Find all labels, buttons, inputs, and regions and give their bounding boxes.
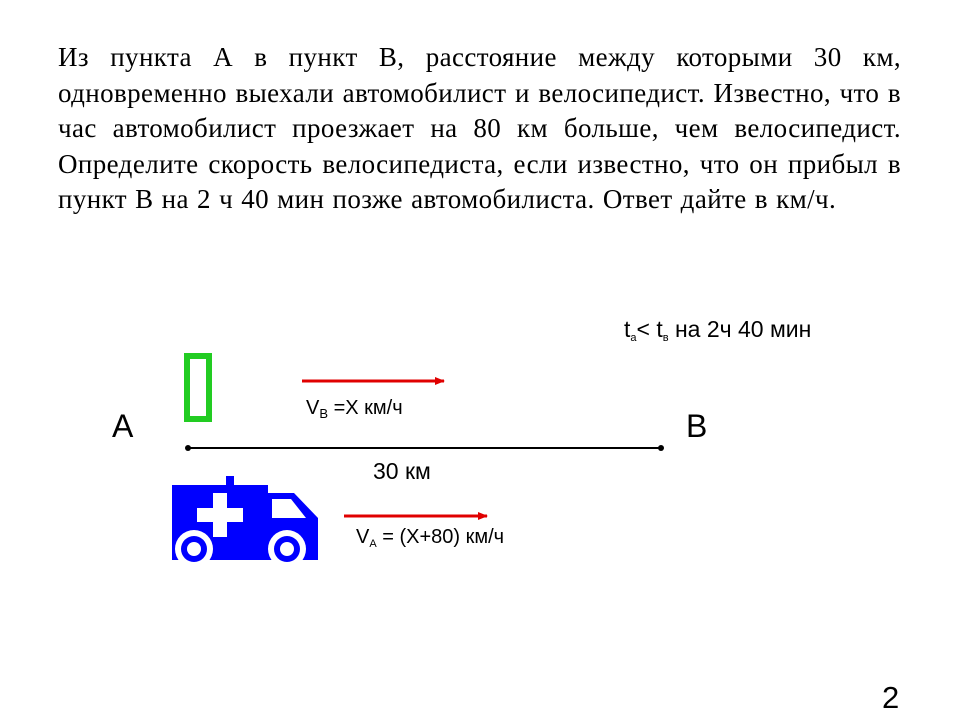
time-b-subscript: в [662,332,669,344]
car-speed-symbol: V [356,526,370,548]
car-speed-subscript: A [369,538,377,550]
bike-speed-subscript: B [319,406,329,421]
time-a-subscript: a [630,332,637,344]
bike-speed-value: =X км/ч [328,397,403,419]
point-b-label: В [686,408,708,444]
bike-speed-symbol: V [306,397,320,419]
start-point-marker [185,445,191,451]
end-point-marker [658,445,664,451]
page-number: 2 [882,680,900,715]
time-a-symbol: t [624,316,631,342]
distance-line [185,445,664,451]
time-relation [624,316,811,344]
time-difference: на 2ч 40 мин [668,316,812,342]
time-b-symbol: t [656,316,663,342]
car-speed-label [356,526,504,550]
bike-speed-label [306,397,403,421]
car-speed-value: = (X+80) км/ч [376,526,505,548]
distance-label: 30 км [373,458,431,484]
cyclist-marker-icon [187,356,209,419]
point-a-label: А [112,408,134,444]
ambulance-icon [172,476,318,568]
problem-statement: Из пункта А в пункт В, расстояние между которыми 30 км, одновременно выехали автомобилист и велосипедист. Известно, что в час автомобилист проезжает на 80 км больше, чем велосипедист. Определите скорость велосипедиста, если известно, что он прибыл в пункт В на 2 ч 40 мин позже автомобилиста. Ответ дайте в км/ч. [58,42,901,214]
less-than-sign: < [636,316,657,342]
